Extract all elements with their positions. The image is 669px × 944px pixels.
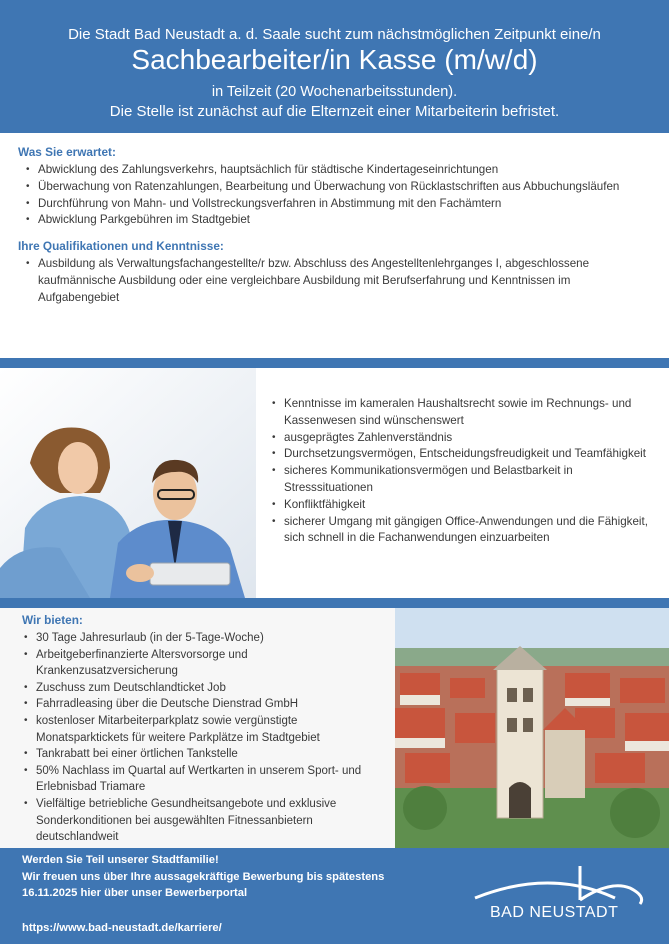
town-illustration: [395, 608, 669, 848]
list-item: • Ausbildung als Verwaltungsfachangestellte/r bzw. Abschluss des Angestelltenlehrganges I, abgeschlossene kaufmännische Ausbildung oder eine vergleichbare Ausbildung mit Berufserfahrung und Kenntnissen im Aufgabengebiet: [24, 256, 648, 306]
tasks-section: [18, 144, 648, 307]
list-item: • Zuschuss zum Deutschlandticket Job: [22, 680, 382, 697]
qualifications-list-more: [270, 396, 655, 547]
career-link[interactable]: https://www.bad-neustadt.de/karriere/: [22, 921, 222, 934]
list-item: • 30 Tage Jahresurlaub (in der 5-Tage-Woche): [22, 630, 382, 647]
list-item: • Überwachung von Ratenzahlungen, Bearbeitung und Überwachung von Rücklastschriften aus Abbuchungsläufen: [24, 179, 648, 196]
header-intro: Die Stadt Bad Neustadt a. d. Saale sucht zum nächstmöglichen Zeitpunkt eine/n: [68, 26, 601, 43]
list-item: • ausgeprägtes Zahlenverständnis: [270, 430, 655, 447]
list-item: • sicherer Umgang mit gängigen Office-Anwendungen und die Fähigkeit, sich schnell in die Fachanwendungen einzuarbeiten: [270, 514, 655, 548]
header-hours: in Teilzeit (20 Wochenarbeitsstunden).: [211, 84, 458, 100]
offer-heading: Wir bieten:: [22, 613, 83, 627]
list-item: • Durchführung von Mahn- und Vollstreckungsverfahren in Abstimmung mit den Fachämtern: [24, 196, 648, 213]
tasks-heading: Was Sie erwartet:: [18, 145, 116, 159]
job-title: Sachbearbeiter/in Kasse (m/w/d): [131, 44, 538, 75]
header-limitation: Die Stelle ist zunächst auf die Elternzeit einer Mitarbeiterin befristet.: [109, 103, 560, 120]
list-item: • Tankrabatt bei einer örtlichen Tankstelle: [22, 746, 382, 763]
office-illustration: [0, 368, 256, 598]
footer-cta: [22, 852, 384, 936]
qualifications-heading: Ihre Qualifikationen und Kenntnisse:: [18, 239, 224, 254]
list-item: • Vielfältige betriebliche Gesundheitsangebote und exklusive Sonderkonditionen bei ausgewählten Fitnessanbietern deutschlandweit: [22, 796, 382, 846]
divider-band: [0, 358, 669, 368]
tasks-list: [24, 162, 648, 229]
list-item: • 50% Nachlass im Quartal auf Wertkarten in unserem Sport- und Erlebnisbad Triamare: [22, 763, 382, 796]
list-item: • Konfliktfähigkeit: [270, 497, 655, 514]
footer-deadline: 16.11.2025 hier über unser Bewerberportal: [22, 887, 248, 899]
town-aerial-photo: [395, 608, 669, 848]
list-item: • sicheres Kommunikationsvermögen und Belastbarkeit in Stresssituationen: [270, 463, 655, 497]
list-item: • Fahrradleasing über die Deutsche Dienstrad GmbH: [22, 696, 382, 713]
city-logo-mark: [470, 858, 655, 938]
qualifications-list: [24, 256, 648, 306]
header-banner: [0, 0, 669, 133]
list-item: • Abwicklung des Zahlungsverkehrs, hauptsächlich für städtische Kindertageseinrichtungen: [24, 162, 648, 179]
offer-section: [22, 612, 382, 846]
list-item: • Arbeitgeberfinanzierte Altersvorsorge und Krankenzusatzversicherung: [22, 647, 382, 680]
list-item: • kostenloser Mitarbeiterparkplatz sowie vergünstigte Monatsparktickets für weitere Parkplätze im Stadtgebiet: [22, 713, 382, 746]
list-item: • Abwicklung Parkgebühren im Stadtgebiet: [24, 212, 648, 229]
office-team-photo: [0, 368, 256, 598]
footer-text: Wir freuen uns über Ihre aussagekräftige Bewerbung bis spätestens: [22, 870, 385, 883]
list-item: • Kenntnisse im kameralen Haushaltsrecht sowie im Rechnungs- und Kassenwesen sind wünschenswert: [270, 396, 655, 430]
divider-band: [0, 598, 669, 608]
footer-headline: Werden Sie Teil unserer Stadtfamilie!: [22, 854, 219, 866]
city-logo-text: BAD NEUSTADT: [490, 904, 619, 921]
list-item: • Durchsetzungsvermögen, Entscheidungsfreudigkeit und Teamfähigkeit: [270, 446, 655, 463]
offer-list: [22, 630, 382, 846]
